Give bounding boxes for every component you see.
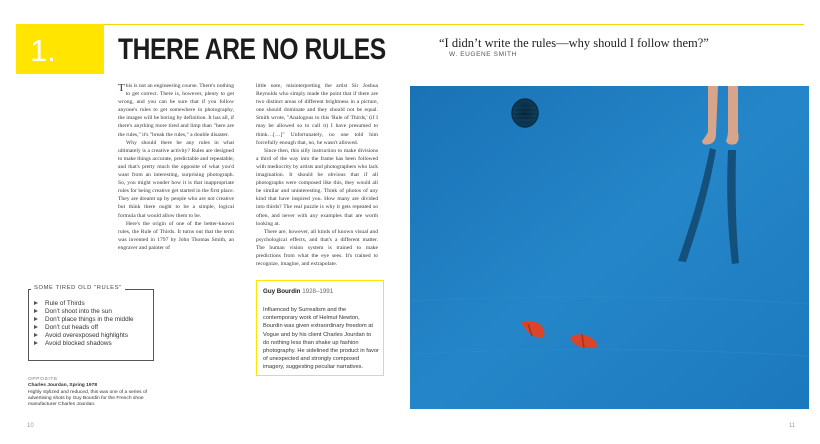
- epigraph-author: W. EUGENE SMITH: [449, 51, 517, 58]
- triangle-bullet-icon: [34, 317, 38, 321]
- pool-photograph: [410, 86, 809, 409]
- list-item: Don't place things in the middle: [34, 316, 134, 324]
- body-paragraph: Why should there be any rules in what ultimately is a creative activity? Rules are designed to make things accurate, predictable and repeatable, and that's pretty much the opposite of what you'd want from an interesting, surprising photograph. So, you might wonder how it is that inappropriate rules for being creative get started in the first place. They are dreamt up by people who are not creative but think there ought to be a simple, logical formula that would allow them to be.: [118, 139, 234, 219]
- list-item: Avoid blocked shadows: [34, 340, 134, 348]
- page-number-left: 10: [27, 423, 34, 429]
- tired-rules-list: [34, 300, 134, 347]
- caption-title: Charles Jourdan, Spring 1978: [28, 383, 98, 389]
- chapter-number: 1.: [30, 33, 56, 68]
- header-rule: [16, 24, 804, 25]
- body-column-1: [118, 82, 234, 252]
- tired-rules-title: SOME TIRED OLD "RULES": [31, 285, 125, 291]
- list-item: Rule of Thirds: [34, 300, 134, 308]
- triangle-bullet-icon: [34, 325, 38, 329]
- bio-text: Influenced by Surrealism and the contemporary work of Helmut Newton, Bourdin was given extraordinary freedom at Vogue and by his client Charles Jourdan to do nothing less than shake up fashion photography. He sidelined the product in favor of unexpected and strongly composed imagery, suggesting peculiar narratives.: [263, 307, 379, 371]
- body-paragraph: little note, misinterpreting the artist Sir Joshua Reynolds who simply made the point that if there are two distinct areas of different brightness in a picture, one should dominate and they should not be equal. Smith wrote, "Analogous to this 'Rule of Thirds,' (if I may be allowed so to call it) I have presumed to think…[…]" Unfortunately, no one told him forcefully enough that, no, he wasn't allowed.: [256, 83, 378, 146]
- triangle-bullet-icon: [34, 341, 38, 345]
- triangle-bullet-icon: [34, 333, 38, 337]
- photo-caption: [28, 377, 148, 408]
- bio-dates: 1928–1991: [300, 288, 334, 295]
- triangle-bullet-icon: [34, 301, 38, 305]
- body-paragraph: This is not an engineering course. There's nothing to get correct. There is, however, plenty to get wrong, and you can be sure that if you follow anyone's rules to get somewhere in photography, the images will be boring by definition. It has all, if there's anything more tired and limp than "here are the rules," it's "break the rules," a double disaster.: [118, 82, 234, 138]
- list-item: Don't shoot into the sun: [34, 308, 134, 316]
- body-paragraph: Here's the origin of one of the better-known rules, the Rule of Thirds. It turns out that the term was invented in 1797 by John Thomas Smith, an engraver and painter of: [118, 220, 234, 251]
- list-item: Avoid overexposed highlights: [34, 332, 134, 340]
- bio-heading: [263, 288, 333, 295]
- pool-drain: [512, 99, 538, 127]
- triangle-bullet-icon: [34, 309, 38, 313]
- bio-name: Guy Bourdin: [263, 288, 301, 295]
- chapter-title: THERE ARE NO RULES: [118, 33, 386, 66]
- list-item: Don't cut heads off: [34, 324, 134, 332]
- caption-label: OPPOSITE: [28, 377, 58, 382]
- body-column-2: [256, 82, 378, 268]
- page-number-right: 11: [789, 423, 796, 429]
- caption-text: Highly stylized and reduced, this was one of a series of advertising shots by Guy Bourdin for the French shoe manufacturer Charles Jourdan.: [28, 389, 148, 408]
- pool-photo-illustration: [410, 86, 809, 409]
- dropcap: T: [118, 82, 125, 94]
- pool-water: [410, 86, 809, 409]
- body-paragraph: Since then, this silly instruction to make divisions a third of the way into the frame has been followed with mediocrity by artists and photographers who lack imagination. It should be obvious that if all photographs were composed like this, they would all be similar and uninteresting. Think of photos of any kind that have inspired you. How many are divided into thirds? The real puzzle is why it gets repeated so often, and never with any examples that are worth looking at.: [256, 147, 378, 227]
- epigraph-quote: “I didn’t write the rules—why should I follow them?”: [439, 36, 709, 50]
- body-paragraph: There are, however, all kinds of known visual and psychological effects, and that's a different matter. The human vision system is trained to make predictions from what the eye sees. It's trained to recognize, imagine, and extrapolate.: [256, 228, 378, 268]
